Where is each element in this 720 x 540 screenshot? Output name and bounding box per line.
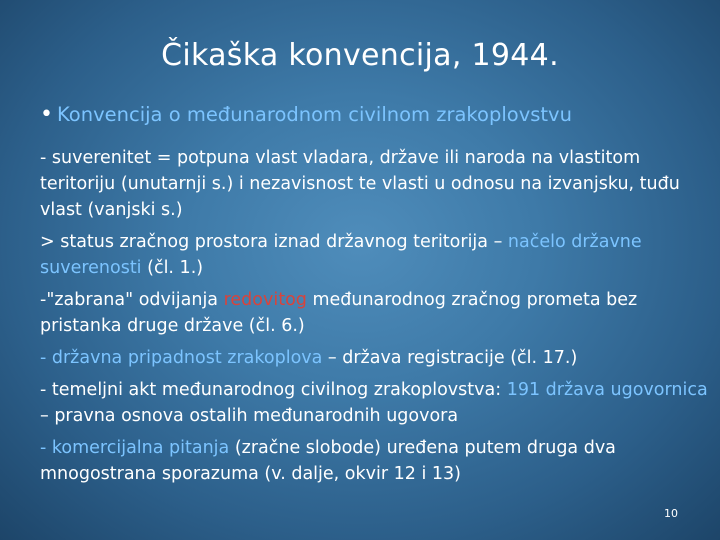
paragraph-airspace-status xyxy=(40,229,710,281)
regular-highlight: redovitog xyxy=(223,290,307,310)
legal-basis-text: – pravna osnova ostalih međunarodnih ugovora xyxy=(40,406,459,426)
bullet-dot-icon: • xyxy=(40,102,53,127)
article-ref-1: (čl. 1.) xyxy=(141,258,204,278)
bullet-heading-text: Konvencija o međunarodnom civilnom zrakoplovstvu xyxy=(56,103,572,126)
commercial-highlight: - komercijalna pitanja xyxy=(40,438,230,458)
principle-highlight: načelo državne suverenosti xyxy=(40,232,642,278)
page-number: 10 xyxy=(664,507,678,520)
paragraph-commercial xyxy=(40,435,710,487)
paragraph-nationality xyxy=(40,345,710,371)
bullet-heading xyxy=(40,100,710,130)
paragraph-prohibition xyxy=(40,287,710,339)
slide-body xyxy=(40,145,710,493)
paragraph-basic-act xyxy=(40,377,710,429)
nationality-highlight: - državna pripadnost zrakoplova xyxy=(40,348,323,368)
paragraph-airspace-text: > status zračnog prostora iznad državnog teritorija – xyxy=(40,232,508,252)
commercial-text: (zračne slobode) uređena putem druga dva mnogostrana sporazuma (v. dalje, okvir 12 i 13) xyxy=(40,438,616,484)
paragraph-sovereignty: - suverenitet = potpuna vlast vladara, države ili naroda na vlastitom teritoriju (unutarnji s.) i nezavisnost te vlasti u odnosu na izvanjsku, tuđu vlast (vanjski s.) xyxy=(40,148,680,220)
registration-text: – država registracije (čl. 17.) xyxy=(322,348,578,368)
slide-title: Čikaška konvencija, 1944. xyxy=(161,38,559,73)
basic-act-text: - temeljni akt međunarodnog civilnog zrakoplovstva: xyxy=(40,380,507,400)
prohibition-text-end: međunarodnog zračnog prometa bez pristanka druge države (čl. 6.) xyxy=(40,290,638,336)
prohibition-text-start: -"zabrana" odvijanja xyxy=(40,290,224,310)
states-count-highlight: 191 država ugovornica xyxy=(506,380,708,400)
